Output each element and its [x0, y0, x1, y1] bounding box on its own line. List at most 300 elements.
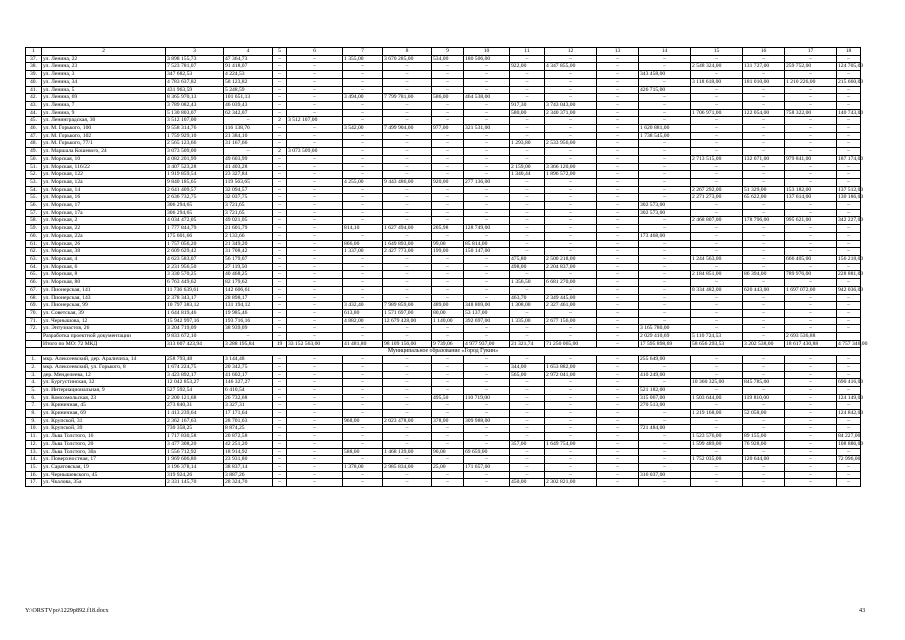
value-cell: –	[383, 394, 432, 402]
value-cell: –	[597, 333, 639, 341]
value-cell: 410 249,00	[639, 371, 691, 379]
value-cell: –	[837, 240, 861, 248]
value-cell: 2 985 834,00	[383, 463, 432, 471]
value-cell: –	[273, 202, 287, 210]
value-cell: –	[273, 132, 287, 140]
value-cell: 40 468,25	[224, 271, 273, 279]
address-cell: ул. Морская, 6	[42, 263, 166, 271]
value-cell: –	[510, 402, 545, 410]
value-cell: –	[691, 263, 743, 271]
value-cell: –	[691, 325, 743, 333]
value-cell: 131 727,00	[743, 63, 785, 71]
value-cell: –	[464, 356, 510, 364]
value-cell: –	[510, 240, 545, 248]
value-cell: –	[273, 379, 287, 387]
value-cell: 4 034 472,05	[166, 217, 224, 225]
value-cell: –	[597, 433, 639, 441]
value-cell: –	[837, 371, 861, 379]
value-cell: –	[743, 117, 785, 125]
value-cell: –	[597, 232, 639, 240]
value-cell: –	[273, 271, 287, 279]
row-number-cell: 8.	[26, 410, 42, 418]
address-cell: ул. Пионерская, 99	[42, 302, 166, 310]
address-cell: ул. Бургустинская, 32	[42, 379, 166, 387]
value-cell: –	[545, 448, 597, 456]
value-cell: –	[273, 448, 287, 456]
value-cell: –	[432, 171, 464, 179]
value-cell: –	[691, 202, 743, 210]
value-cell: 3 204 719,09	[166, 325, 224, 333]
value-cell: 1 644 819,46	[166, 309, 224, 317]
value-cell: –	[785, 240, 837, 248]
value-cell: 2 267 292,00	[691, 186, 743, 194]
value-cell: 9 558 314,76	[166, 125, 224, 133]
value-cell: –	[273, 171, 287, 179]
value-cell: 3 670 285,00	[383, 55, 432, 63]
value-cell: 315 067,00	[639, 394, 691, 402]
value-cell: 15 942 997,16	[166, 317, 224, 325]
value-cell: –	[287, 194, 343, 202]
value-cell: 2 204 837,00	[545, 263, 597, 271]
value-cell: –	[691, 425, 743, 433]
value-cell: –	[383, 263, 432, 271]
value-cell: –	[785, 479, 837, 487]
value-cell: –	[432, 78, 464, 86]
value-cell: –	[510, 333, 545, 341]
value-cell: –	[510, 463, 545, 471]
value-cell: 2 427 773,00	[383, 248, 432, 256]
value-cell: –	[639, 117, 691, 125]
address-cell: дер. Менделеева, 12	[42, 371, 166, 379]
value-cell: –	[837, 294, 861, 302]
value-cell: –	[597, 363, 639, 371]
value-cell: –	[545, 309, 597, 317]
value-cell: –	[432, 456, 464, 464]
address-cell: ул. М. Горького, 100	[42, 125, 166, 133]
value-cell: –	[837, 386, 861, 394]
value-cell: –	[639, 148, 691, 156]
value-cell: –	[691, 294, 743, 302]
value-cell: –	[691, 117, 743, 125]
value-cell: 124 705,00	[838, 63, 864, 70]
value-cell: –	[691, 163, 743, 171]
value-cell: 2 133,66	[224, 232, 273, 240]
value-cell: –	[432, 433, 464, 441]
value-cell: 2 972 041,00	[545, 371, 597, 379]
row-number-cell: 14.	[26, 456, 42, 464]
value-cell: 2 159,00	[510, 163, 545, 171]
value-cell: –	[639, 163, 691, 171]
value-cell: –	[464, 209, 510, 217]
value-cell: –	[837, 279, 861, 287]
value-cell: –	[287, 140, 343, 148]
value-cell: 4 977 937,00	[464, 340, 510, 348]
value-cell: –	[545, 379, 597, 387]
address-cell: ул. Криничная, 45	[42, 402, 166, 410]
value-cell: –	[639, 101, 691, 109]
value-cell: 80,00	[432, 309, 464, 317]
value-cell: 2 548 324,00	[691, 63, 743, 71]
table-row	[26, 101, 861, 109]
value-cell: 26 732,68	[224, 394, 273, 402]
value-cell: –	[837, 132, 861, 140]
value-cell: –	[273, 63, 287, 71]
value-cell: –	[343, 232, 383, 240]
row-number-cell: 41.	[26, 86, 42, 94]
table-row	[26, 140, 861, 148]
value-cell: –	[464, 101, 510, 109]
value-cell: 3 494,00	[343, 94, 383, 102]
value-cell: –	[510, 410, 545, 418]
value-cell: –	[545, 132, 597, 140]
value-cell: 56 179,07	[224, 255, 273, 263]
row-number-cell: 49.	[26, 148, 42, 156]
value-cell: –	[785, 448, 837, 456]
address-cell: ул. Морская, 17а	[42, 209, 166, 217]
value-cell: –	[837, 463, 861, 471]
value-cell: 2 636 732,75	[166, 194, 224, 202]
value-cell: –	[273, 248, 287, 256]
value-cell: –	[464, 109, 510, 117]
table-row	[26, 109, 861, 117]
value-cell: 1 468 139,00	[383, 448, 432, 456]
table-row	[26, 86, 861, 94]
value-cell: –	[273, 325, 287, 333]
value-cell: –	[837, 402, 861, 410]
address-cell: ул. Комсомольская, 23	[42, 394, 166, 402]
value-cell: –	[785, 433, 837, 441]
value-cell: –	[743, 248, 785, 256]
value-cell: –	[639, 140, 691, 148]
value-cell: –	[432, 294, 464, 302]
value-cell: –	[287, 371, 343, 379]
value-cell: –	[287, 248, 343, 256]
value-cell: –	[464, 71, 510, 79]
value-cell: –	[343, 78, 383, 86]
value-cell: 132 071,00	[743, 155, 785, 163]
value-cell: –	[743, 240, 785, 248]
value-cell: –	[597, 479, 639, 487]
value-cell: –	[343, 394, 383, 402]
value-cell: –	[343, 255, 383, 263]
value-cell: –	[464, 386, 510, 394]
value-cell: 942 036,00	[838, 286, 864, 293]
value-cell: –	[273, 279, 287, 287]
value-cell: –	[383, 71, 432, 79]
row-number-cell: 59.	[26, 225, 42, 233]
value-cell: 2	[273, 148, 287, 156]
value-cell: –	[785, 402, 837, 410]
value-cell: 1 757 056,20	[166, 240, 224, 248]
value-cell: 1 523 576,00	[691, 433, 743, 441]
value-cell: 85 814,00	[464, 240, 510, 248]
value-cell: –	[597, 217, 639, 225]
value-cell: –	[837, 479, 861, 487]
value-cell: 1 337,00	[343, 248, 383, 256]
value-cell: 7 799 781,00	[383, 94, 432, 102]
value-cell: –	[273, 109, 287, 117]
value-cell: –	[287, 71, 343, 79]
value-cell: –	[432, 194, 464, 202]
row-number-cell: 15.	[26, 463, 42, 471]
row-number-cell: 1.	[26, 356, 42, 364]
value-cell: –	[785, 325, 837, 333]
value-cell: 38 837,14	[224, 463, 273, 471]
value-cell: –	[545, 286, 597, 294]
value-cell: –	[287, 209, 343, 217]
value-cell: –	[597, 155, 639, 163]
value-cell: 2 340 371,00	[545, 109, 597, 117]
value-cell: –	[743, 302, 785, 310]
value-cell: 65 622,00	[743, 194, 785, 202]
value-cell: 3 330 570,25	[166, 271, 224, 279]
value-cell: –	[597, 101, 639, 109]
value-cell: 76 928,00	[743, 440, 785, 448]
value-cell: 4 757 346,00	[838, 340, 868, 347]
row-number-cell	[26, 333, 42, 341]
value-cell: –	[343, 456, 383, 464]
value-cell: –	[287, 232, 343, 240]
value-cell: –	[743, 333, 785, 341]
value-cell: –	[343, 440, 383, 448]
value-cell: –	[273, 140, 287, 148]
value-cell: 1 969 606,80	[166, 456, 224, 464]
table-row	[26, 356, 861, 364]
section-title: Муниципальное образование «Город Гукин»	[26, 348, 861, 356]
value-cell: –	[545, 402, 597, 410]
value-cell: 23 327,84	[224, 171, 273, 179]
value-cell: 31 167,66	[224, 140, 273, 148]
value-cell: –	[287, 479, 343, 487]
value-cell: –	[273, 309, 287, 317]
value-cell: –	[510, 425, 545, 433]
value-cell: –	[639, 309, 691, 317]
value-cell: 5 130 803,07	[166, 109, 224, 117]
value-cell: –	[510, 148, 545, 156]
value-cell: –	[287, 294, 343, 302]
value-cell: 187 174,00	[838, 155, 864, 162]
table-row	[26, 417, 861, 425]
value-cell: 4	[224, 48, 273, 56]
value-cell: 7 523 781,07	[166, 63, 224, 71]
value-cell: 3 073 509,00	[166, 148, 224, 156]
value-cell: –	[287, 356, 343, 364]
value-cell: 58 656 293,53	[691, 340, 743, 348]
address-cell: ул. Крупской, 31	[42, 417, 166, 425]
value-cell: –	[743, 448, 785, 456]
value-cell: –	[510, 117, 545, 125]
value-cell: –	[785, 125, 837, 133]
value-cell: 146 327,27	[224, 379, 273, 387]
table-row	[26, 186, 861, 194]
value-cell: –	[597, 471, 639, 479]
row-number-cell: 16.	[26, 471, 42, 479]
table-row	[26, 55, 861, 63]
value-cell: 6 763 449,62	[166, 279, 224, 287]
value-cell: –	[383, 440, 432, 448]
address-cell: ул. Морская, 38	[42, 248, 166, 256]
value-cell: –	[785, 317, 837, 325]
value-cell: 108 886,00	[838, 440, 864, 447]
value-cell: –	[545, 155, 597, 163]
value-cell: 180 506,00	[464, 55, 510, 63]
value-cell: 46 039,43	[224, 101, 273, 109]
value-cell: –	[545, 217, 597, 225]
value-cell: –	[691, 71, 743, 79]
value-cell: 11	[510, 48, 545, 56]
row-number-cell: 1	[26, 48, 42, 56]
value-cell: –	[287, 286, 343, 294]
value-cell: –	[691, 279, 743, 287]
value-cell: –	[743, 101, 785, 109]
value-cell: 4 224,53	[224, 71, 273, 79]
value-cell: 814,10	[343, 225, 383, 233]
value-cell: –	[743, 140, 785, 148]
value-cell: –	[383, 194, 432, 202]
value-cell: 258 793,48	[166, 356, 224, 364]
value-cell: 84 227,00	[838, 433, 861, 440]
value-cell: 1 706 971,00	[691, 109, 743, 117]
value-cell: –	[383, 479, 432, 487]
value-cell: –	[273, 317, 287, 325]
value-cell: –	[785, 394, 837, 402]
value-cell: –	[597, 286, 639, 294]
value-cell: –	[743, 325, 785, 333]
value-cell: 270 513,00	[639, 402, 691, 410]
value-cell: 58 123,82	[224, 78, 273, 86]
value-cell: –	[837, 202, 861, 210]
value-cell: –	[224, 117, 273, 125]
value-cell: –	[383, 86, 432, 94]
value-cell: –	[837, 125, 861, 133]
value-cell: –	[287, 186, 343, 194]
value-cell: 3 721,65	[224, 202, 273, 210]
value-cell: 31 708,42	[224, 248, 273, 256]
value-cell: 2 693 536,88	[785, 333, 837, 341]
value-cell: –	[837, 117, 861, 125]
value-cell: –	[785, 248, 837, 256]
value-cell: 16	[743, 48, 785, 56]
value-cell: 534,00	[432, 55, 464, 63]
value-cell: –	[343, 148, 383, 156]
value-cell: –	[432, 202, 464, 210]
value-cell: –	[639, 55, 691, 63]
value-cell: 49 021,05	[224, 217, 273, 225]
value-cell: –	[383, 456, 432, 464]
address-cell: ул. Ленина, 69	[42, 94, 166, 102]
row-number-cell: 43.	[26, 101, 42, 109]
value-cell: –	[691, 248, 743, 256]
value-cell: 7 499 904,00	[383, 125, 432, 133]
value-cell: –	[639, 94, 691, 102]
value-cell: –	[464, 78, 510, 86]
value-cell: –	[432, 101, 464, 109]
value-cell: 321 531,00	[464, 125, 510, 133]
value-cell: –	[287, 78, 343, 86]
value-cell: –	[287, 279, 343, 287]
table-row	[26, 325, 861, 333]
value-cell: –	[273, 101, 287, 109]
value-cell: –	[597, 379, 639, 387]
value-cell: –	[432, 425, 464, 433]
value-cell: –	[432, 155, 464, 163]
value-cell: –	[343, 279, 383, 287]
table-row	[26, 410, 861, 418]
value-cell: –	[432, 333, 464, 341]
table-row	[26, 317, 861, 325]
value-cell: –	[785, 440, 837, 448]
address-cell: ул. Морская, 16	[42, 194, 166, 202]
address-cell: ул. Ленинградская, 30	[42, 117, 166, 125]
value-cell: –	[464, 425, 510, 433]
value-cell: –	[464, 255, 510, 263]
value-cell: –	[785, 209, 837, 217]
value-cell: –	[597, 263, 639, 271]
row-number-cell: 63.	[26, 255, 42, 263]
value-cell: –	[343, 194, 383, 202]
value-cell: –	[510, 94, 545, 102]
value-cell: –	[639, 456, 691, 464]
value-cell: 1 356,50	[510, 279, 545, 287]
value-cell: –	[287, 394, 343, 402]
table-row	[26, 448, 861, 456]
address-cell: ул. Ленина, 34	[42, 78, 166, 86]
value-cell: –	[383, 78, 432, 86]
table-row	[26, 456, 861, 464]
row-number-cell: 7.	[26, 402, 42, 410]
table-row	[26, 225, 861, 233]
address-cell: ул. Криничная, 69	[42, 410, 166, 418]
value-cell: –	[837, 225, 861, 233]
value-cell: 20 872,58	[224, 433, 273, 441]
value-cell: 2 327 461,00	[545, 302, 597, 310]
value-cell: 3 743 043,00	[545, 101, 597, 109]
value-cell: 1 340,44	[510, 171, 545, 179]
value-cell: 72 996,00	[838, 456, 861, 463]
value-cell: –	[545, 456, 597, 464]
value-cell: 495,50	[432, 394, 464, 402]
value-cell: –	[343, 286, 383, 294]
value-cell: 171 657,00	[464, 463, 510, 471]
value-cell: 2 713 515,00	[691, 155, 743, 163]
value-cell: –	[432, 410, 464, 418]
value-cell: –	[691, 371, 743, 379]
value-cell: –	[837, 163, 861, 171]
value-cell: –	[597, 302, 639, 310]
value-cell: 1 752 035,00	[691, 456, 743, 464]
value-cell: –	[510, 194, 545, 202]
value-cell: 156 218,00	[838, 255, 864, 262]
value-cell: 32 094,57	[224, 186, 273, 194]
value-cell: 1 335,00	[510, 317, 545, 325]
value-cell: 119 810,00	[743, 394, 785, 402]
value-cell: –	[545, 78, 597, 86]
row-number-cell: 12.	[26, 440, 42, 448]
value-cell: –	[287, 63, 343, 71]
value-cell: 2 023 478,00	[383, 417, 432, 425]
value-cell: –	[691, 232, 743, 240]
value-cell: 378,00	[432, 417, 464, 425]
value-cell: –	[691, 356, 743, 364]
address-cell: ул. Ленина, 7	[42, 101, 166, 109]
value-cell: 1 620 881,00	[639, 125, 691, 133]
value-cell: –	[273, 302, 287, 310]
value-cell: –	[464, 286, 510, 294]
address-cell: ул. Морская, 26	[42, 240, 166, 248]
value-cell: 2 362 167,63	[166, 417, 224, 425]
value-cell: –	[287, 448, 343, 456]
value-cell: –	[464, 294, 510, 302]
